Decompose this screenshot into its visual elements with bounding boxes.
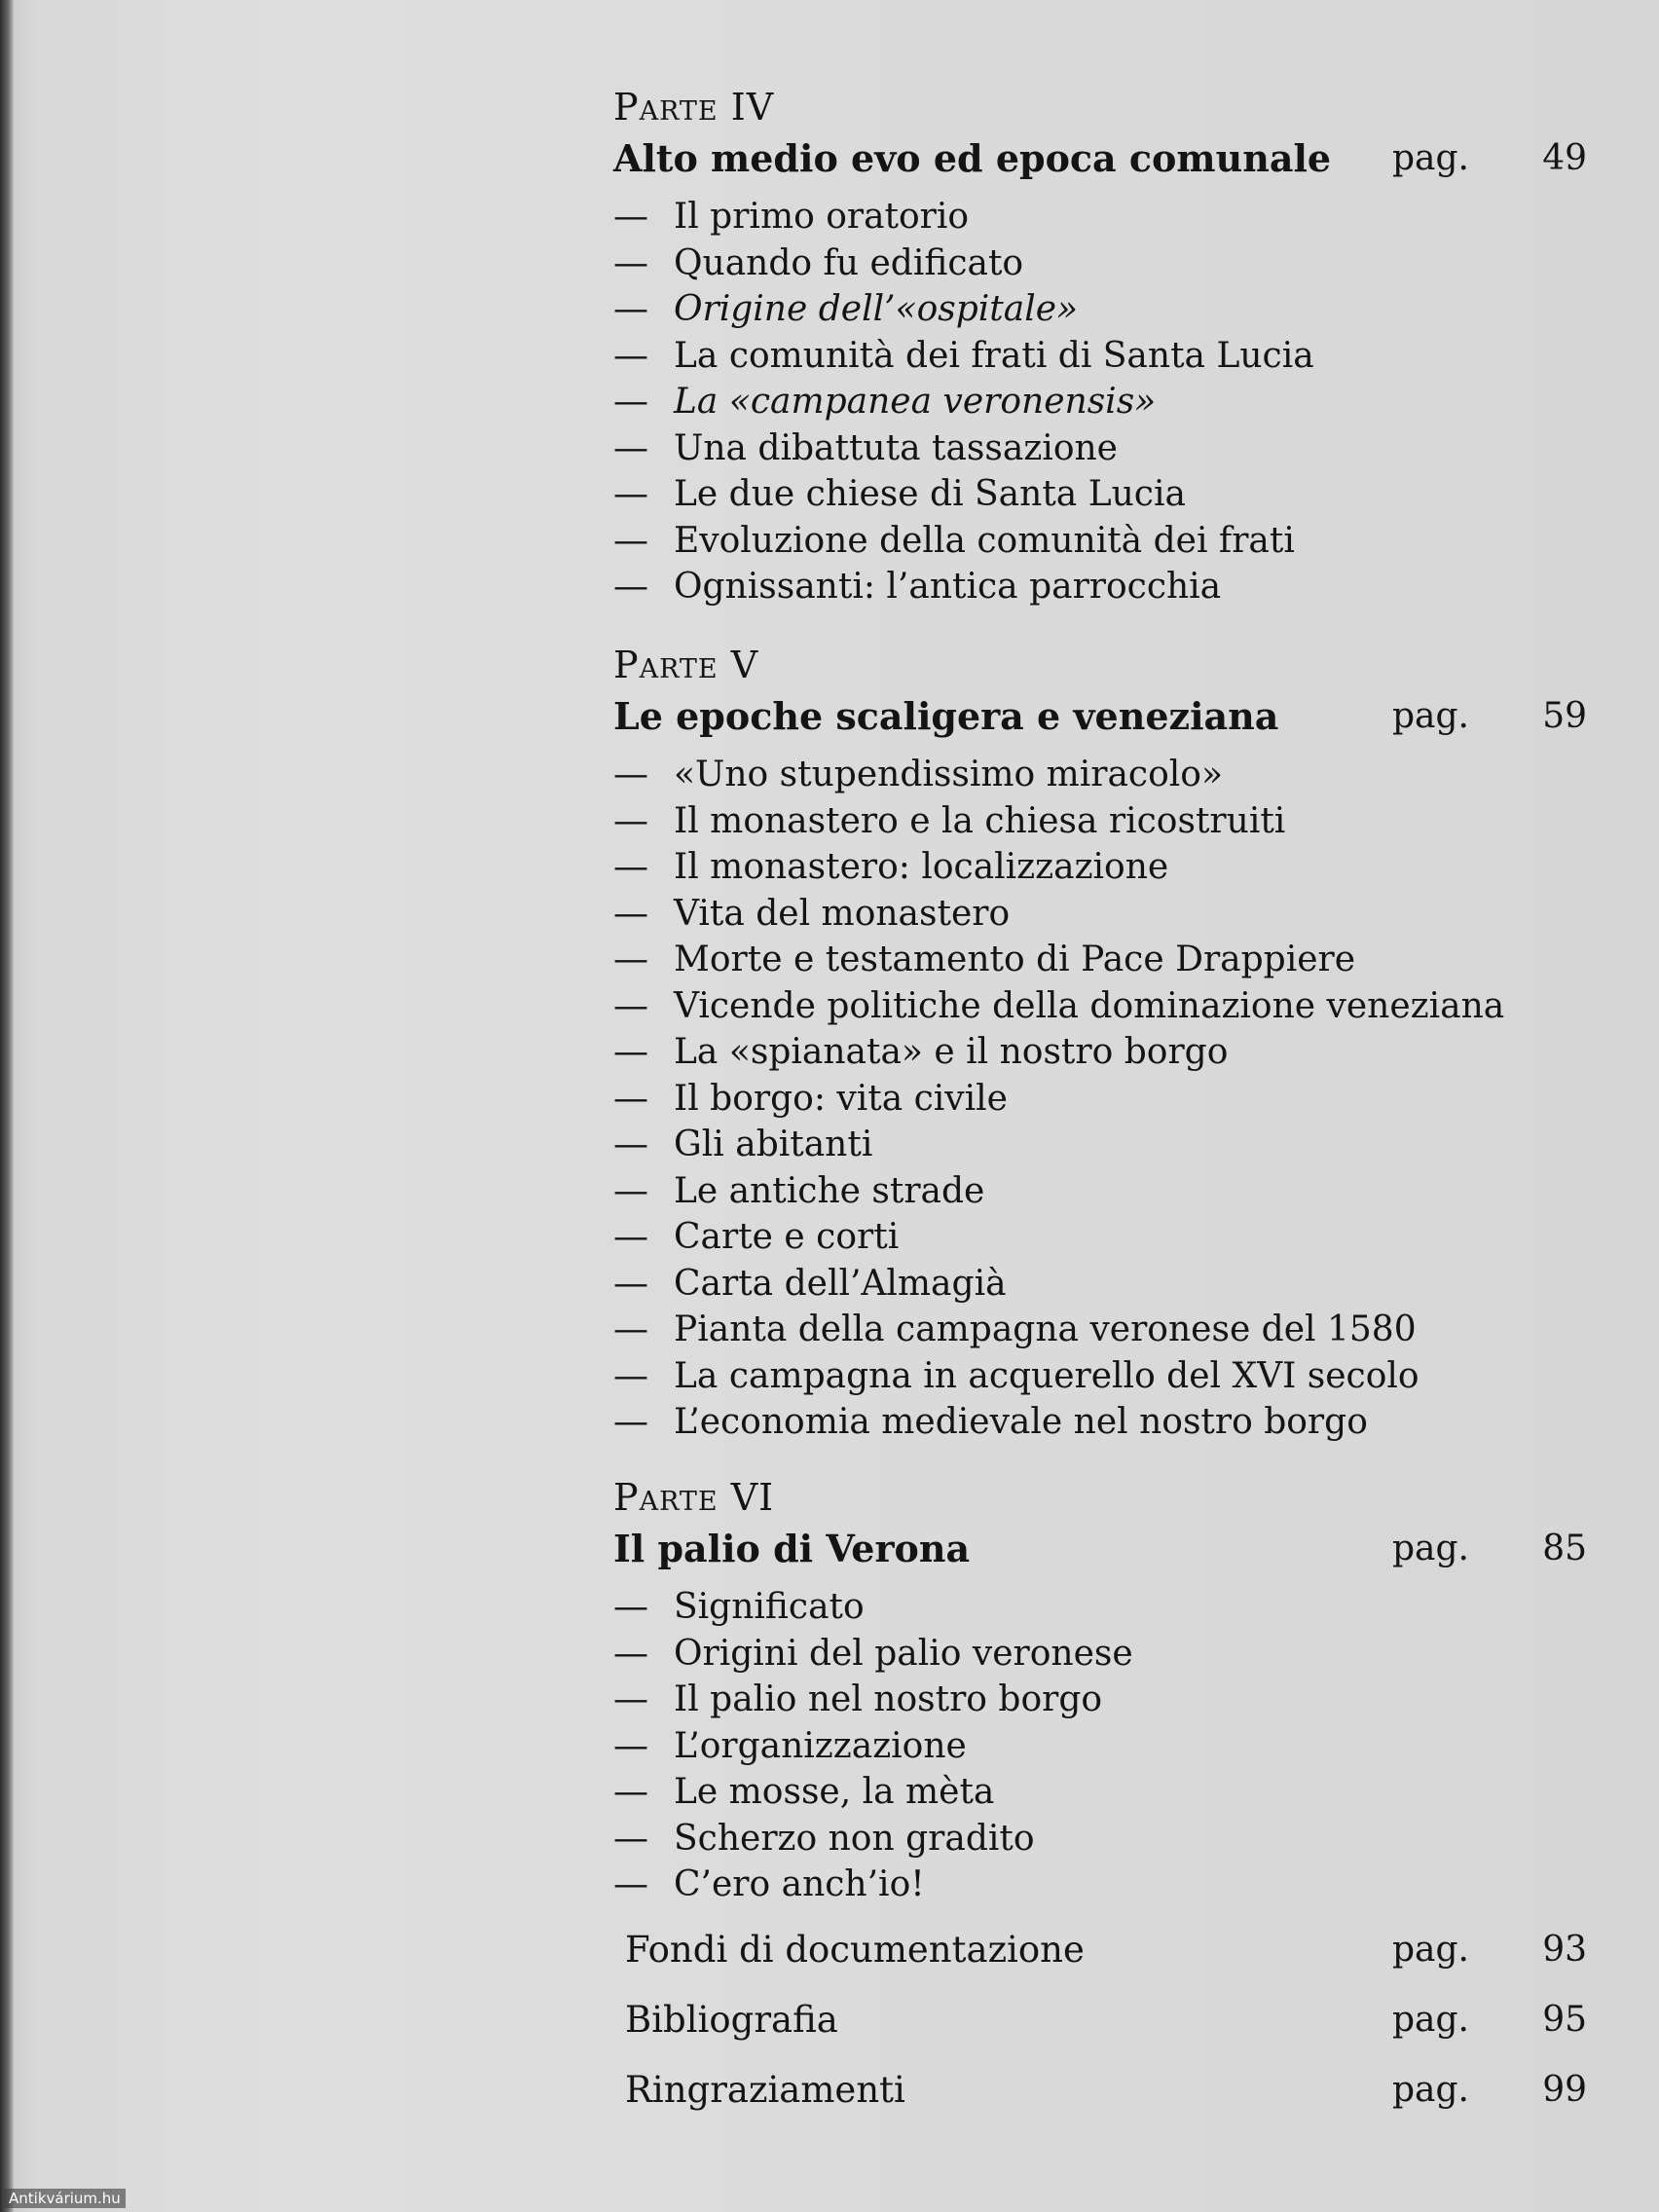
list-item [613, 333, 1587, 380]
dash: — [613, 1864, 648, 1904]
part-title: Le epoche scaligera e veneziana [613, 694, 1279, 738]
list-item [613, 1584, 1587, 1631]
list-item [613, 798, 1587, 845]
item-text: Evoluzione della comunità dei frati [674, 520, 1295, 561]
page-number: 59 [1542, 696, 1587, 736]
list-item [613, 518, 1587, 565]
dash: — [613, 382, 648, 422]
dash: — [613, 474, 648, 514]
item-text: La «spianata» e il nostro borgo [674, 1032, 1229, 1072]
item-text: Il palio nel nostro borgo [674, 1679, 1103, 1719]
part-heading: Parte V [613, 644, 759, 686]
item-text: L’economia medievale nel nostro borgo [674, 1402, 1368, 1442]
dash: — [613, 1355, 648, 1396]
dash: — [613, 893, 648, 934]
list-item [613, 1261, 1587, 1308]
list-item [613, 752, 1587, 798]
dash: — [613, 567, 648, 607]
item-text: Il primo oratorio [674, 197, 970, 237]
end-entry-fondi [625, 1923, 1587, 1977]
item-text: Ognissanti: l’antica parrocchia [674, 567, 1222, 607]
list-item [613, 983, 1587, 1030]
list-item [613, 194, 1587, 240]
part-5-section [613, 641, 1587, 1446]
end-entry-ringraziamenti [625, 2063, 1587, 2118]
dash: — [613, 1402, 648, 1442]
dash: — [613, 242, 648, 283]
page-word: pag. [1392, 138, 1469, 178]
dash: — [613, 520, 648, 561]
item-text: Una dibattuta tassazione [674, 427, 1118, 468]
item-text: «Uno stupendissimo miracolo» [674, 755, 1223, 794]
item-text: Carta dell’Almagià [674, 1263, 1007, 1304]
page-number: 93 [1542, 1930, 1587, 1970]
dash: — [613, 1633, 648, 1674]
page-word: pag. [1392, 2070, 1469, 2110]
entry-label: Bibliografia [625, 1999, 838, 2041]
list-item [613, 1122, 1587, 1168]
list-item [613, 379, 1587, 425]
list-item [613, 286, 1587, 333]
dash: — [613, 1309, 648, 1349]
entry-label: Fondi di documentazione [625, 1929, 1085, 1971]
end-entry-bibliografia [625, 1993, 1587, 2047]
item-text: La «campanea veronensis» [674, 382, 1157, 422]
item-text: Scherzo non gradito [674, 1818, 1035, 1859]
item-text: Carte e corti [674, 1217, 900, 1257]
dash: — [613, 1217, 648, 1257]
list-item [613, 471, 1587, 518]
list-item [613, 1307, 1587, 1353]
item-text: Le due chiese di Santa Lucia [674, 474, 1186, 514]
dash: — [613, 1772, 648, 1812]
item-text: Pianta della campagna veronese del 1580 [674, 1309, 1417, 1349]
list-item [613, 564, 1587, 610]
list-item [613, 240, 1587, 287]
dash: — [613, 427, 648, 468]
dash: — [613, 755, 648, 794]
part-heading: Parte IV [613, 86, 775, 129]
list-item [613, 1723, 1587, 1770]
item-text: Significato [674, 1587, 865, 1627]
item-text: L’organizzazione [674, 1725, 967, 1766]
dash: — [613, 847, 648, 887]
page-word: pag. [1392, 1529, 1469, 1568]
dash: — [613, 1818, 648, 1859]
part-title: Alto medio evo ed epoca comunale [613, 136, 1332, 180]
item-text: La comunità dei frati di Santa Lucia [674, 335, 1314, 376]
item-text: Origini del palio veronese [674, 1633, 1133, 1674]
dash: — [613, 335, 648, 376]
dash: — [613, 1078, 648, 1119]
item-list [613, 194, 1587, 610]
dash: — [613, 1170, 648, 1211]
item-list [613, 1584, 1587, 1908]
dash: — [613, 985, 648, 1026]
page-number: 99 [1542, 2070, 1587, 2110]
item-text: Le mosse, la mèta [674, 1772, 995, 1812]
item-text: Gli abitanti [674, 1124, 873, 1164]
page-number: 49 [1542, 138, 1587, 178]
item-text: Vicende politiche della dominazione veneziana [674, 985, 1505, 1026]
dash: — [613, 1032, 648, 1072]
dash: — [613, 1124, 648, 1164]
dash: — [613, 289, 648, 329]
item-text: Vita del monastero [674, 893, 1011, 934]
page-number: 85 [1542, 1529, 1587, 1568]
list-item [613, 844, 1587, 891]
list-item [613, 1399, 1587, 1446]
dash: — [613, 1587, 648, 1627]
list-item [613, 1862, 1587, 1908]
list-item [613, 1677, 1587, 1723]
item-text: C’ero anch’io! [674, 1864, 925, 1904]
list-item [613, 425, 1587, 472]
dash: — [613, 800, 648, 841]
item-text: La campagna in acquerello del XVI secolo [674, 1355, 1419, 1396]
list-item [613, 1816, 1587, 1862]
page-word: pag. [1392, 696, 1469, 736]
item-text: Origine dell’«ospitale» [674, 289, 1079, 329]
part-title-row [613, 131, 1587, 186]
part-title-row [613, 689, 1587, 744]
watermark-label: Antikvárium.hu [4, 2189, 126, 2208]
item-text: Il monastero e la chiesa ricostruiti [674, 800, 1286, 841]
dash: — [613, 197, 648, 237]
list-item [613, 891, 1587, 938]
list-item [613, 1214, 1587, 1261]
item-text: Quando fu edificato [674, 242, 1024, 283]
list-item [613, 1168, 1587, 1215]
dash: — [613, 1679, 648, 1719]
part-4-section [613, 83, 1587, 610]
page-word: pag. [1392, 1930, 1469, 1970]
part-heading: Parte VI [613, 1476, 775, 1519]
list-item [613, 1631, 1587, 1677]
item-list [613, 752, 1587, 1446]
dash: — [613, 940, 648, 979]
item-text: Morte e testamento di Pace Drappiere [674, 940, 1356, 979]
dash: — [613, 1725, 648, 1766]
item-text: Il borgo: vita civile [674, 1078, 1008, 1119]
item-text: Il monastero: localizzazione [674, 847, 1169, 887]
dash: — [613, 1263, 648, 1304]
page-word: pag. [1392, 2000, 1469, 2040]
list-item [613, 1353, 1587, 1400]
page-number: 95 [1542, 2000, 1587, 2040]
item-text: Le antiche strade [674, 1170, 985, 1211]
part-title-row [613, 1522, 1587, 1576]
part-6-section [613, 1473, 1587, 1908]
list-item [613, 1769, 1587, 1816]
list-item [613, 937, 1587, 983]
part-title: Il palio di Verona [613, 1527, 971, 1570]
entry-label: Ringraziamenti [625, 2069, 905, 2111]
list-item [613, 1076, 1587, 1123]
list-item [613, 1029, 1587, 1076]
